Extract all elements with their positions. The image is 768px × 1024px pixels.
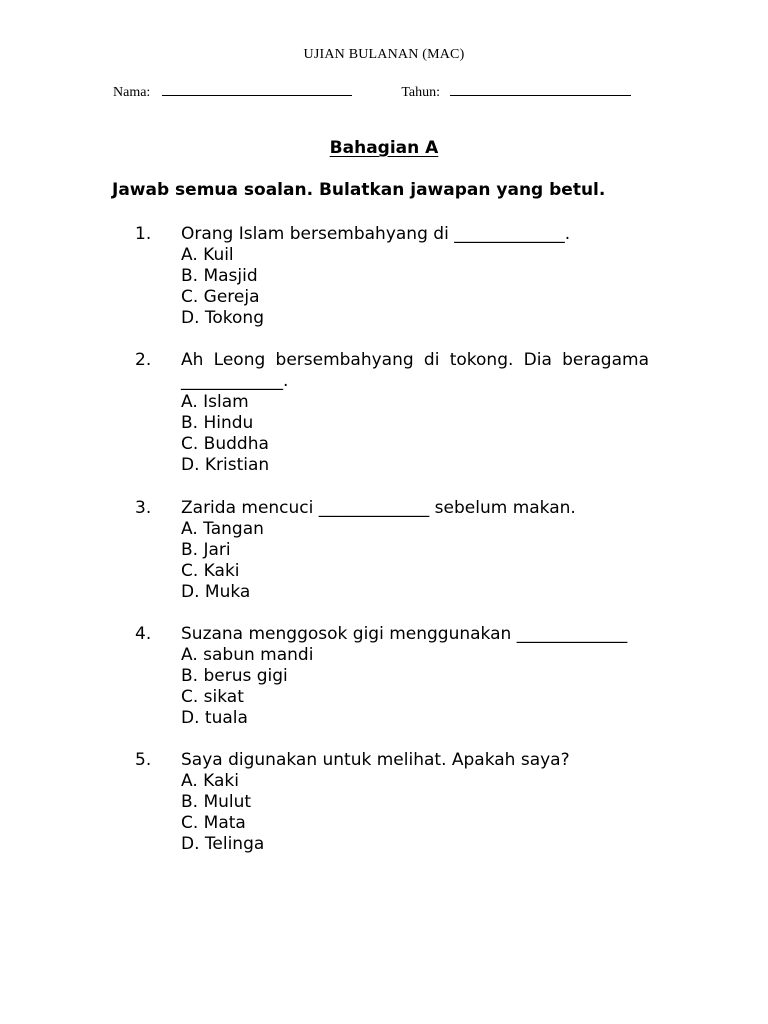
question-number: 1. [135,224,152,244]
option-a: A. Kuil [181,245,234,265]
option-a: A. Kaki [181,771,239,791]
option-d: D. Tokong [181,308,264,328]
question-text: Orang Islam bersembahyang di _____________. [181,224,571,244]
year-blank-line [450,83,631,96]
question-number: 5. [135,750,152,770]
option-c: C. Buddha [181,434,269,454]
section-instruction: Jawab semua soalan. Bulatkan jawapan yang betul. [112,180,606,200]
option-a: A. Tangan [181,519,264,539]
option-c: C. Mata [181,813,246,833]
option-a: A. Islam [181,392,249,412]
exam-title: UJIAN BULANAN (MAC) [303,47,465,62]
option-a: A. sabun mandi [181,645,314,665]
option-c: C. sikat [181,687,244,707]
option-b: B. Masjid [181,266,258,286]
option-b: B. berus gigi [181,666,288,686]
name-label: Nama: [113,85,151,100]
question-text: Saya digunakan untuk melihat. Apakah saya? [181,750,570,770]
student-info-row [113,83,631,101]
question-number: 2. [135,350,152,370]
name-blank-line [162,83,352,96]
option-d: D. Telinga [181,834,265,854]
question-text [181,350,649,392]
option-d: D. Kristian [181,455,270,475]
question-number: 4. [135,624,152,644]
option-b: B. Mulut [181,792,252,812]
section-title: Bahagian A [329,138,439,158]
question-text-line-2: ____________. [181,371,289,391]
option-b: B. Jari [181,540,231,560]
year-label: Tahun: [401,85,441,100]
question-text-line-1: Ah Leong bersembahyang di tokong. Dia beragama [181,350,649,370]
option-d: D. tuala [181,708,248,728]
question-text: Zarida mencuci _____________ sebelum makan. [181,498,576,518]
option-c: C. Kaki [181,561,240,581]
option-c: C. Gereja [181,287,260,307]
option-b: B. Hindu [181,413,254,433]
question-number: 3. [135,498,152,518]
question-text: Suzana menggosok gigi menggunakan _____________ [181,624,628,644]
option-d: D. Muka [181,582,251,602]
